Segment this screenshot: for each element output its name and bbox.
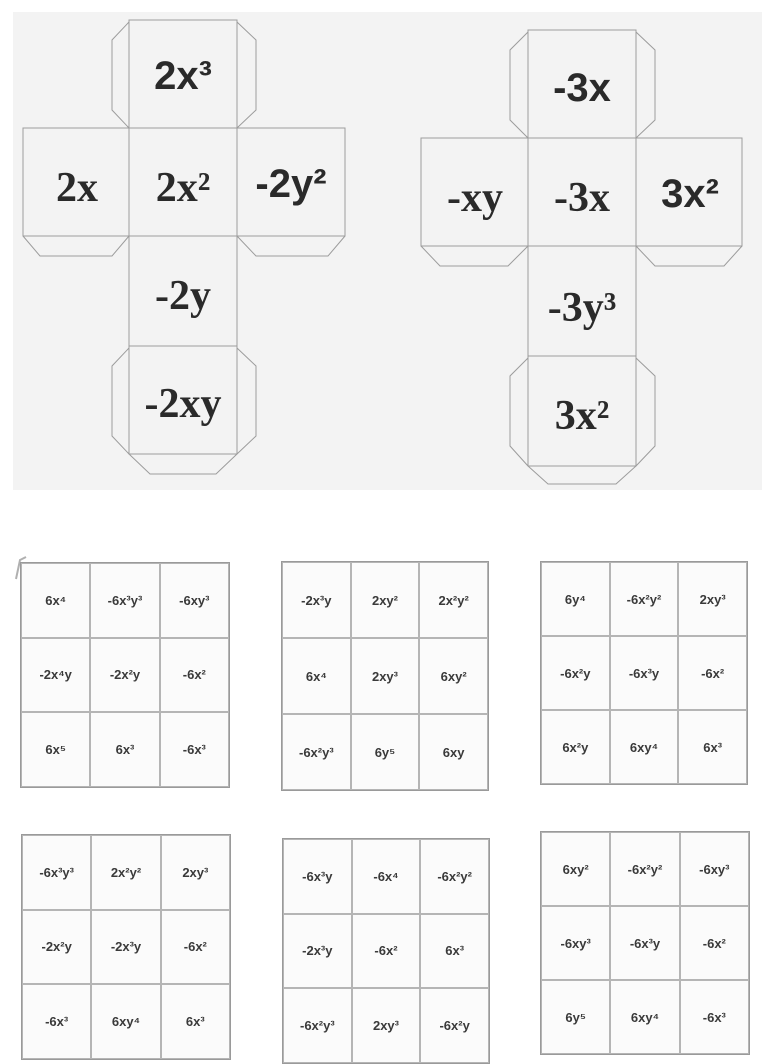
card-cell: 2xy² [351, 562, 420, 638]
card-cell: -6x³ [22, 984, 91, 1059]
net1-face-left [23, 134, 131, 242]
card-cell: 2x²y² [91, 835, 160, 910]
card-cell: -6x³y³ [22, 835, 91, 910]
card-cell: -2x²y [22, 910, 91, 985]
card-3 [540, 561, 748, 785]
face-term: -2y² [255, 161, 327, 206]
net2-face-right [636, 140, 744, 248]
card-cell: 6y⁵ [351, 714, 420, 790]
card-cell: 6x⁵ [21, 712, 90, 787]
card-cell: -6xy³ [541, 906, 610, 980]
card-cell: -6x³y [283, 839, 352, 914]
face-term: 3x² [554, 393, 610, 439]
card-cell: -6xy³ [680, 832, 749, 906]
card-cell: 6xy² [419, 638, 488, 714]
net1-face-top [129, 22, 237, 130]
card-4 [21, 834, 231, 1060]
card-cell: -2x³y [91, 910, 160, 985]
card-cell: 6xy⁴ [610, 980, 679, 1054]
cube-nets [0, 0, 768, 500]
card-cell: -6x³y [610, 636, 679, 710]
net1-face-lower [129, 242, 237, 350]
card-5 [282, 838, 490, 1064]
card-cell: 6y⁵ [541, 980, 610, 1054]
card-cell: -6x²y² [610, 832, 679, 906]
net1-face-right [237, 130, 345, 238]
card-cell: 2xy³ [678, 562, 747, 636]
card-cell: 6xy⁴ [91, 984, 160, 1059]
card-cell: -6x²y [420, 988, 489, 1063]
card-cell: -6x²y [541, 636, 610, 710]
card-cell: -6x³y [610, 906, 679, 980]
card-cell: 2xy³ [351, 638, 420, 714]
card-cell: -2x⁴y [21, 638, 90, 713]
net1-face-center [129, 134, 237, 242]
card-cell: 6x⁴ [21, 563, 90, 638]
card-2 [281, 561, 489, 791]
face-term: -3x [553, 65, 611, 110]
card-cell: -6x² [161, 910, 230, 985]
card-cell: 6x³ [161, 984, 230, 1059]
card-cell: -6x⁴ [352, 839, 421, 914]
net1-face-bottom [129, 350, 237, 458]
card-cell: 6xy [419, 714, 488, 790]
face-term: 2x² [155, 165, 211, 211]
card-cell: -6x²y³ [282, 714, 351, 790]
net2-face-center [528, 144, 636, 252]
card-cell: -6x²y³ [283, 988, 352, 1063]
card-cell: -6x²y² [610, 562, 679, 636]
card-cell: 2xy³ [161, 835, 230, 910]
face-term: 2x³ [154, 53, 212, 98]
card-cell: 6xy⁴ [610, 710, 679, 784]
card-cell: -6x²y² [420, 839, 489, 914]
card-cell: 6x⁴ [282, 638, 351, 714]
card-cell: -6xy³ [160, 563, 229, 638]
face-term: -3x [554, 175, 610, 221]
card-cell: -6x³ [680, 980, 749, 1054]
card-cell: -6x² [678, 636, 747, 710]
card-cell: -2x²y [90, 638, 159, 713]
card-cell: 2x²y² [419, 562, 488, 638]
face-term: -2y [155, 273, 211, 319]
card-cell: 6y⁴ [541, 562, 610, 636]
card-cell: 6x²y [541, 710, 610, 784]
card-cell: 6x³ [90, 712, 159, 787]
card-cell: -6x³y³ [90, 563, 159, 638]
card-cell: 6x³ [678, 710, 747, 784]
card-cell: 6xy² [541, 832, 610, 906]
card-6 [540, 831, 750, 1055]
face-term: -2xy [144, 381, 222, 427]
card-cell: -2x³y [282, 562, 351, 638]
card-cell: -6x³ [160, 712, 229, 787]
net2-face-bottom [528, 362, 636, 470]
card-cell: 2xy³ [352, 988, 421, 1063]
card-1 [20, 562, 230, 788]
face-term: 3x² [661, 171, 719, 216]
face-term: -xy [447, 175, 503, 221]
net2-face-top [528, 34, 636, 142]
face-term: -3y³ [547, 285, 617, 331]
face-term: 2x [56, 165, 98, 211]
cube-net-outlines [0, 0, 768, 500]
net2-face-lower [528, 254, 636, 362]
card-cell: -6x² [680, 906, 749, 980]
card-cell: -6x² [160, 638, 229, 713]
card-cell: 6x³ [420, 914, 489, 989]
card-cell: -2x³y [283, 914, 352, 989]
card-cell: -6x² [352, 914, 421, 989]
net2-face-left [421, 144, 529, 252]
